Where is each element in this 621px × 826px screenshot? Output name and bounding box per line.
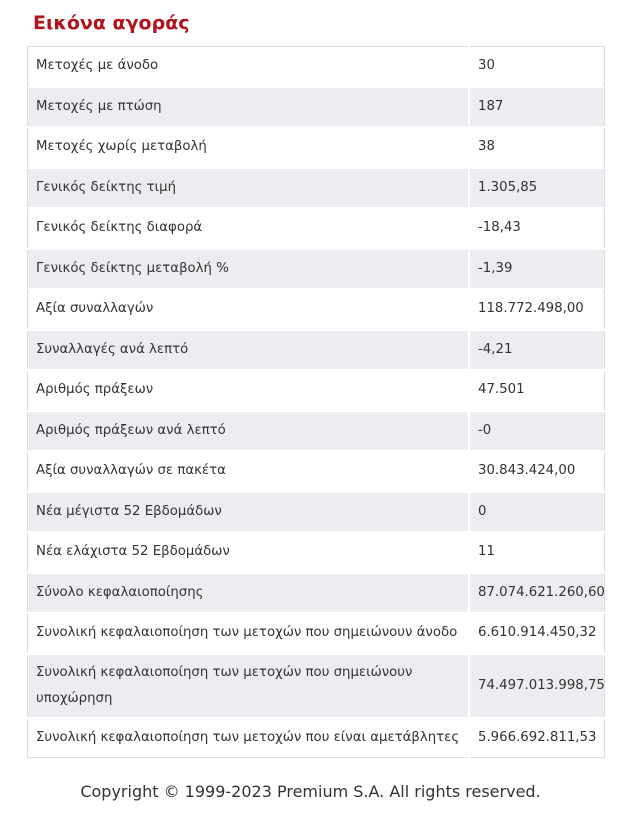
row-label: Μετοχές χωρίς μεταβολή	[28, 127, 470, 168]
copyright-footer: Copyright © 1999-2023 Premium S.A. All rights reserved.	[80, 782, 541, 801]
row-value: -0	[469, 411, 605, 452]
row-value: 87.074.621.260,60	[469, 573, 605, 614]
row-value: -1,39	[469, 249, 605, 290]
market-overview-table	[27, 46, 605, 758]
row-value: 6.610.914.450,32	[469, 613, 605, 654]
row-value: -4,21	[469, 330, 605, 371]
table-row	[28, 492, 605, 533]
row-value: 30	[469, 47, 605, 87]
table-row	[28, 613, 605, 654]
row-value: 118.772.498,00	[469, 289, 605, 330]
table-row	[28, 451, 605, 492]
row-label: Γενικός δείκτης διαφορά	[28, 208, 470, 249]
row-value: 0	[469, 492, 605, 533]
row-label: Αξία συναλλαγών σε πακέτα	[28, 451, 470, 492]
table-row	[28, 127, 605, 168]
row-label: Μετοχές με πτώση	[28, 87, 470, 128]
row-label: Συνολική κεφαλαιοποίηση των μετοχών που σημειώνουν άνοδο	[28, 613, 470, 654]
table-row	[28, 573, 605, 614]
row-label: Συνολική κεφαλαιοποίηση των μετοχών που σημειώνουν υποχώρηση	[28, 654, 470, 718]
row-label: Συναλλαγές ανά λεπτό	[28, 330, 470, 371]
row-label: Σύνολο κεφαλαιοποίησης	[28, 573, 470, 614]
table-row	[28, 654, 605, 718]
table-row	[28, 249, 605, 290]
table-row	[28, 370, 605, 411]
row-label: Γενικός δείκτης τιμή	[28, 168, 470, 209]
section-title: Εικόνα αγοράς	[33, 12, 190, 34]
row-value: 1.305,85	[469, 168, 605, 209]
row-label: Νέα ελάχιστα 52 Εβδομάδων	[28, 532, 470, 573]
table-row	[28, 411, 605, 452]
table-row	[28, 532, 605, 573]
row-label: Γενικός δείκτης μεταβολή %	[28, 249, 470, 290]
row-label: Συνολική κεφαλαιοποίηση των μετοχών που είναι αμετάβλητες	[28, 718, 470, 758]
row-label: Μετοχές με άνοδο	[28, 47, 470, 87]
row-value: 38	[469, 127, 605, 168]
table-row	[28, 330, 605, 371]
table-row	[28, 87, 605, 128]
row-value: 74.497.013.998,75	[469, 654, 605, 718]
table-row	[28, 208, 605, 249]
row-value: 47.501	[469, 370, 605, 411]
row-value: 30.843.424,00	[469, 451, 605, 492]
row-label: Αξία συναλλαγών	[28, 289, 470, 330]
row-value: -18,43	[469, 208, 605, 249]
table-row	[28, 47, 605, 87]
row-label: Αριθμός πράξεων	[28, 370, 470, 411]
row-value: 11	[469, 532, 605, 573]
row-value: 5.966.692.811,53	[469, 718, 605, 758]
table-row	[28, 168, 605, 209]
row-value: 187	[469, 87, 605, 128]
table-row	[28, 718, 605, 758]
table-row	[28, 289, 605, 330]
row-label: Νέα μέγιστα 52 Εβδομάδων	[28, 492, 470, 533]
row-label: Αριθμός πράξεων ανά λεπτό	[28, 411, 470, 452]
